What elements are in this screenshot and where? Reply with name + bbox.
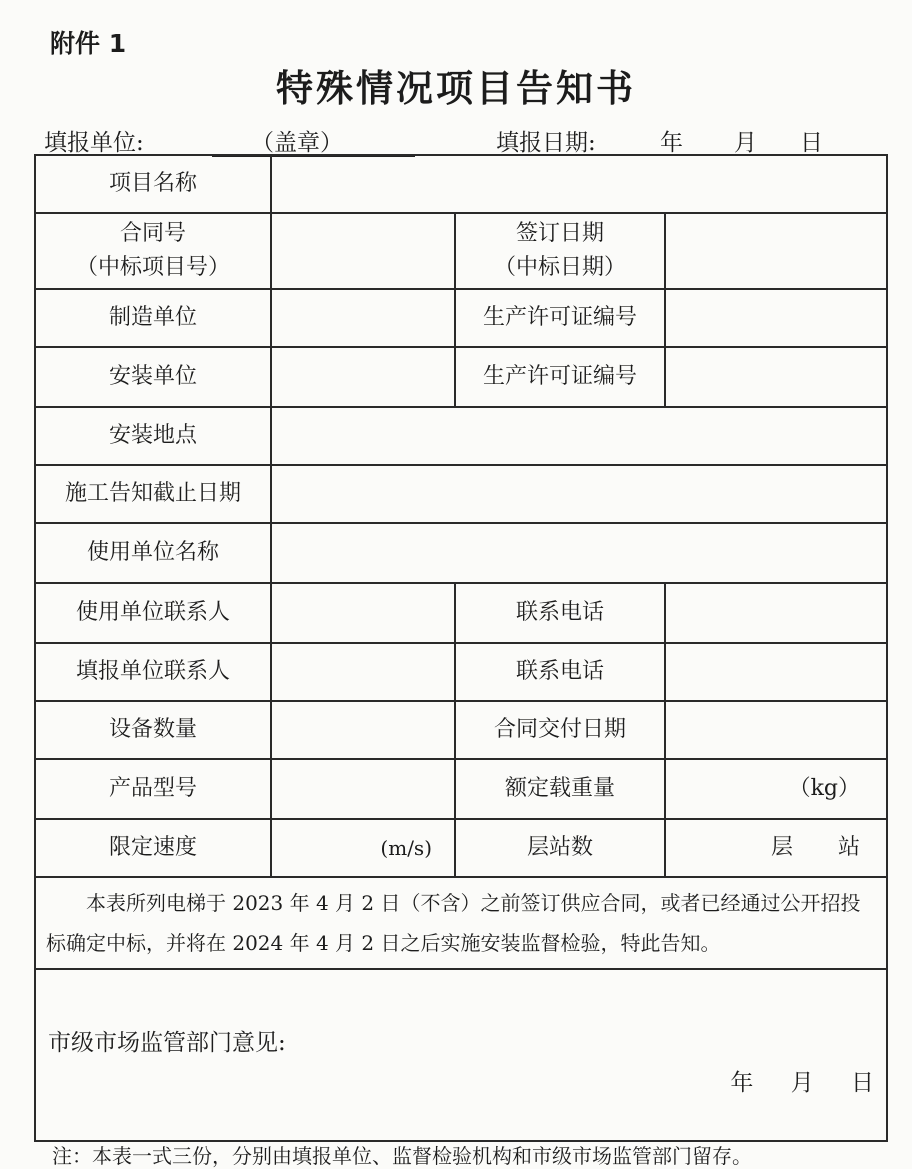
filling-date-year: 年	[660, 130, 683, 156]
bid-date-text: （中标日期）	[493, 255, 626, 280]
table-row	[35, 819, 887, 877]
notice-statement: 本表所列电梯于 2023 年 4 月 2 日（不含）之前签订供应合同，或者已经通过公开招投标确定中标，并将在 2024 年 4 月 2 日之后实施安装监督检验，特此告知。	[35, 877, 887, 969]
table-row	[35, 701, 887, 759]
user-unit-name-field[interactable]	[271, 523, 887, 583]
table-row	[35, 583, 887, 643]
delivery-date-label: 合同交付日期	[455, 701, 665, 759]
manufacturer-label: 制造单位	[35, 289, 271, 347]
manufacturer-license-label: 生产许可证编号	[455, 289, 665, 347]
opinion-label: 市级市场监管部门意见:	[48, 1030, 286, 1056]
filler-phone-label: 联系电话	[455, 643, 665, 701]
table-row	[35, 969, 887, 1141]
opinion-date	[730, 1066, 874, 1100]
table-row	[35, 523, 887, 583]
manufacturer-license-field[interactable]	[665, 289, 887, 347]
install-location-field[interactable]	[271, 407, 887, 465]
sign-date-field[interactable]	[665, 213, 887, 289]
manufacturer-field[interactable]	[271, 289, 455, 347]
device-count-label: 设备数量	[35, 701, 271, 759]
opinion-date-year: 年	[730, 1070, 754, 1096]
installer-license-field[interactable]	[665, 347, 887, 407]
table-row	[35, 643, 887, 701]
notification-form-table	[34, 154, 888, 1142]
device-count-field[interactable]	[271, 701, 455, 759]
filler-contact-field[interactable]	[271, 643, 455, 701]
table-row	[35, 407, 887, 465]
floors-stations-label: 层站数	[455, 819, 665, 877]
speed-unit: (m/s)	[380, 835, 432, 860]
filler-phone-field[interactable]	[665, 643, 887, 701]
install-location-label: 安装地点	[35, 407, 271, 465]
construction-deadline-label: 施工告知截止日期	[35, 465, 271, 523]
filling-unit-label: 填报单位:	[44, 130, 144, 156]
contract-no-text: 合同号	[119, 221, 186, 246]
table-row	[35, 155, 887, 213]
table-row	[35, 347, 887, 407]
filling-date-label: 填报日期:	[496, 130, 596, 156]
speed-limit-field[interactable]	[271, 819, 455, 877]
rated-load-unit: （kg）	[788, 776, 861, 801]
sign-date-label	[455, 213, 665, 289]
product-model-field[interactable]	[271, 759, 455, 819]
floors-stations-field[interactable]	[665, 819, 887, 877]
user-phone-field[interactable]	[665, 583, 887, 643]
opinion-date-month: 月	[790, 1070, 814, 1096]
installer-license-label: 生产许可证编号	[455, 347, 665, 407]
opinion-cell[interactable]	[35, 969, 887, 1141]
table-row	[35, 877, 887, 969]
installer-field[interactable]	[271, 347, 455, 407]
table-row	[35, 289, 887, 347]
contract-no-label	[35, 213, 271, 289]
seal-label: （盖章）	[251, 130, 343, 156]
project-name-label: 项目名称	[35, 155, 271, 213]
opinion-date-day: 日	[851, 1070, 875, 1096]
user-unit-name-label: 使用单位名称	[35, 523, 271, 583]
floors-unit: 层	[770, 835, 793, 860]
user-contact-label: 使用单位联系人	[35, 583, 271, 643]
footnote: 注：本表一式三份，分别由填报单位、监督检验机构和市级市场监管部门留存。	[52, 1144, 752, 1168]
stations-unit: 站	[838, 835, 861, 860]
speed-limit-label: 限定速度	[35, 819, 271, 877]
attachment-label: 附件 1	[50, 29, 127, 58]
user-contact-field[interactable]	[271, 583, 455, 643]
user-phone-label: 联系电话	[455, 583, 665, 643]
construction-deadline-field[interactable]	[271, 465, 887, 523]
filler-contact-label: 填报单位联系人	[35, 643, 271, 701]
rated-load-field[interactable]	[665, 759, 887, 819]
delivery-date-field[interactable]	[665, 701, 887, 759]
product-model-label: 产品型号	[35, 759, 271, 819]
rated-load-label: 额定载重量	[455, 759, 665, 819]
contract-no-field[interactable]	[271, 213, 455, 289]
installer-label: 安装单位	[35, 347, 271, 407]
filling-date-day: 日	[800, 130, 823, 156]
table-row	[35, 465, 887, 523]
filling-date-month: 月	[734, 130, 757, 156]
form-meta-row	[44, 124, 864, 158]
page-title: 特殊情况项目告知书	[276, 67, 636, 110]
project-name-field[interactable]	[271, 155, 887, 213]
table-row	[35, 759, 887, 819]
bid-project-no-text: （中标项目号）	[75, 255, 230, 280]
sign-date-text: 签订日期	[515, 221, 604, 246]
table-row	[35, 213, 887, 289]
